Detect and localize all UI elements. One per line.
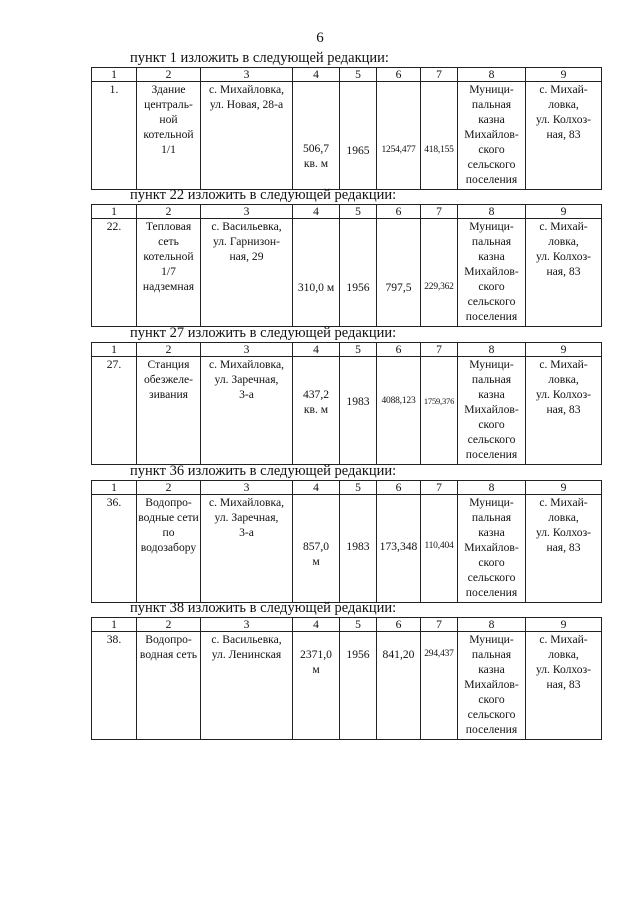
column-header: 4 xyxy=(293,343,340,357)
cell-owner: Муници- пальная казна Михайлов- ского сельского поселения xyxy=(458,357,526,465)
column-header: 4 xyxy=(293,618,340,632)
column-header: 8 xyxy=(458,618,526,632)
column-header: 8 xyxy=(458,481,526,495)
cell-area: 310,0 м xyxy=(293,219,340,327)
column-header: 6 xyxy=(377,343,421,357)
column-header: 9 xyxy=(526,68,602,82)
header-row xyxy=(92,481,602,495)
column-header: 1 xyxy=(92,68,137,82)
cell-residual: 418,155 xyxy=(421,82,458,190)
column-header: 3 xyxy=(201,481,293,495)
cell-area: 437,2 кв. м xyxy=(293,357,340,465)
cell-year: 1983 xyxy=(340,357,377,465)
cell-residual: 294,437 xyxy=(421,632,458,740)
table-section-27 xyxy=(91,342,602,465)
column-header: 2 xyxy=(137,481,201,495)
cell-holder: с. Михай- ловка, ул. Колхоз- ная, 83 xyxy=(526,495,602,603)
cell-owner: Муници- пальная казна Михайлов- ского сельского поселения xyxy=(458,495,526,603)
cell-address: с. Васильевка, ул. Ленинская xyxy=(201,632,293,740)
column-header: 5 xyxy=(340,481,377,495)
cell-owner: Муници- пальная казна Михайлов- ского сельского поселения xyxy=(458,82,526,190)
table-section-38 xyxy=(91,617,602,740)
cell-owner: Муници- пальная казна Михайлов- ского сельского поселения xyxy=(458,219,526,327)
cell-object-name: Здание централь- ной котельной 1/1 xyxy=(137,82,201,190)
column-header: 6 xyxy=(377,481,421,495)
column-header: 8 xyxy=(458,205,526,219)
column-header: 8 xyxy=(458,68,526,82)
cell-owner: Муници- пальная казна Михайлов- ского сельского поселения xyxy=(458,632,526,740)
column-header: 3 xyxy=(201,343,293,357)
section-heading-36: пункт 36 изложить в следующей редакции: xyxy=(130,463,397,479)
cell-residual: 229,362 xyxy=(421,219,458,327)
table-section-1 xyxy=(91,67,602,190)
section-heading-22: пункт 22 изложить в следующей редакции: xyxy=(130,187,397,203)
cell-year: 1956 xyxy=(340,219,377,327)
cell-number: 36. xyxy=(92,495,137,603)
cell-object-name: Станция обезжеле- зивания xyxy=(137,357,201,465)
column-header: 9 xyxy=(526,343,602,357)
cell-cost: 173,348 xyxy=(377,495,421,603)
cell-holder: с. Михай- ловка, ул. Колхоз- ная, 83 xyxy=(526,632,602,740)
column-header: 1 xyxy=(92,205,137,219)
section-heading-38: пункт 38 изложить в следующей редакции: xyxy=(130,600,397,616)
cell-holder: с. Михай- ловка, ул. Колхоз- ная, 83 xyxy=(526,357,602,465)
cell-year: 1956 xyxy=(340,632,377,740)
column-header: 8 xyxy=(458,343,526,357)
column-header: 7 xyxy=(421,618,458,632)
table-row xyxy=(92,632,602,740)
cell-cost: 1254,477 xyxy=(377,82,421,190)
cell-object-name: Тепловая сеть котельной 1/7 надземная xyxy=(137,219,201,327)
column-header: 5 xyxy=(340,618,377,632)
column-header: 1 xyxy=(92,343,137,357)
table-row xyxy=(92,82,602,190)
page-number: 6 xyxy=(316,30,324,46)
column-header: 3 xyxy=(201,68,293,82)
table-row xyxy=(92,495,602,603)
cell-cost: 4088,123 xyxy=(377,357,421,465)
table-section-22 xyxy=(91,204,602,327)
column-header: 7 xyxy=(421,205,458,219)
header-row xyxy=(92,205,602,219)
cell-object-name: Водопро- водные сети по водозабору xyxy=(137,495,201,603)
table-section-36 xyxy=(91,480,602,603)
cell-number: 22. xyxy=(92,219,137,327)
cell-area: 2371,0 м xyxy=(293,632,340,740)
cell-address: с. Михайловка, ул. Заречная, 3-а xyxy=(201,357,293,465)
cell-holder: с. Михай- ловка, ул. Колхоз- ная, 83 xyxy=(526,219,602,327)
column-header: 2 xyxy=(137,618,201,632)
cell-year: 1965 xyxy=(340,82,377,190)
cell-number: 38. xyxy=(92,632,137,740)
column-header: 4 xyxy=(293,481,340,495)
column-header: 9 xyxy=(526,618,602,632)
column-header: 6 xyxy=(377,68,421,82)
header-row xyxy=(92,68,602,82)
column-header: 3 xyxy=(201,618,293,632)
column-header: 2 xyxy=(137,343,201,357)
cell-address: с. Васильевка, ул. Гарнизон- ная, 29 xyxy=(201,219,293,327)
table-row xyxy=(92,357,602,465)
column-header: 9 xyxy=(526,481,602,495)
cell-cost: 797,5 xyxy=(377,219,421,327)
cell-area: 857,0 м xyxy=(293,495,340,603)
section-heading-27: пункт 27 изложить в следующей редакции: xyxy=(130,325,397,341)
cell-year: 1983 xyxy=(340,495,377,603)
header-row xyxy=(92,618,602,632)
column-header: 1 xyxy=(92,618,137,632)
column-header: 5 xyxy=(340,343,377,357)
column-header: 1 xyxy=(92,481,137,495)
cell-residual: 1759,376 xyxy=(421,357,458,465)
cell-residual: 110,404 xyxy=(421,495,458,603)
column-header: 9 xyxy=(526,205,602,219)
table-row xyxy=(92,219,602,327)
cell-cost: 841,20 xyxy=(377,632,421,740)
cell-area: 506,7 кв. м xyxy=(293,82,340,190)
column-header: 5 xyxy=(340,205,377,219)
column-header: 2 xyxy=(137,68,201,82)
header-row xyxy=(92,343,602,357)
column-header: 7 xyxy=(421,343,458,357)
column-header: 6 xyxy=(377,205,421,219)
cell-object-name: Водопро- водная сеть xyxy=(137,632,201,740)
column-header: 7 xyxy=(421,68,458,82)
column-header: 4 xyxy=(293,205,340,219)
cell-number: 27. xyxy=(92,357,137,465)
column-header: 7 xyxy=(421,481,458,495)
column-header: 2 xyxy=(137,205,201,219)
cell-holder: с. Михай- ловка, ул. Колхоз- ная, 83 xyxy=(526,82,602,190)
column-header: 4 xyxy=(293,68,340,82)
section-heading-1: пункт 1 изложить в следующей редакции: xyxy=(130,50,389,66)
column-header: 6 xyxy=(377,618,421,632)
cell-number: 1. xyxy=(92,82,137,190)
column-header: 5 xyxy=(340,68,377,82)
column-header: 3 xyxy=(201,205,293,219)
cell-address: с. Михайловка, ул. Заречная, 3-а xyxy=(201,495,293,603)
cell-address: с. Михайловка, ул. Новая, 28-а xyxy=(201,82,293,190)
